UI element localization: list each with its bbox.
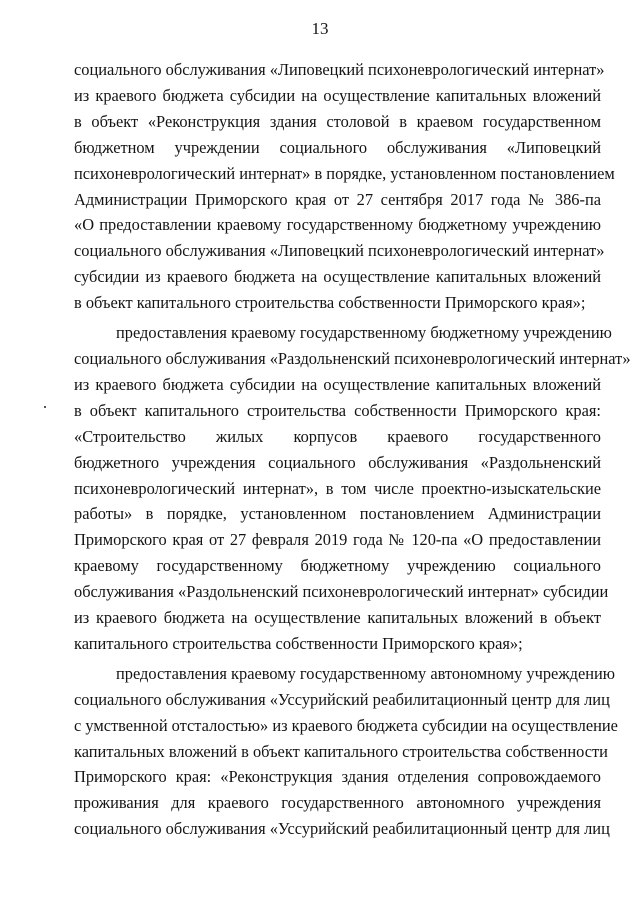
text-line: социального обслуживания «Раздольненский психоневрологический интернат» <box>74 348 631 368</box>
text-line: в объект капитального строительства собственности Приморского края: <box>74 400 601 420</box>
text-line: психоневрологический интернат», в том числе проектно-изыскательские <box>74 478 601 498</box>
text-line: капитального строительства собственности Приморского края»; <box>74 633 523 653</box>
text-line: из краевого бюджета субсидии на осуществление капитальных вложений <box>74 85 601 105</box>
text-line: «Строительство жилых корпусов краевого государственного <box>74 426 601 446</box>
paragraph-2 <box>74 320 631 657</box>
text-line: социального обслуживания «Липовецкий психоневрологический интернат» <box>74 241 605 261</box>
text-line: Приморского края от 27 февраля 2019 года № 120-па «О предоставлении <box>74 530 601 550</box>
text-line: в объект «Реконструкция здания столовой в краевом государственном <box>74 111 601 131</box>
text-line: краевому государственному бюджетному учреждению социального <box>74 556 601 576</box>
margin-mark <box>44 406 46 408</box>
text-line: психоневрологический интернат» в порядке, установленном постановлением <box>74 163 615 183</box>
text-line: социального обслуживания «Липовецкий психоневрологический интернат» <box>74 60 605 79</box>
text-line: капитальных вложений в объект капитального строительства собственности <box>74 741 608 761</box>
text-line: Приморского края: «Реконструкция здания отделения сопровождаемого <box>74 767 601 787</box>
text-line: «О предоставлении краевому государственному бюджетному учреждению <box>74 215 601 235</box>
text-line: из краевого бюджета на осуществление капитальных вложений в объект <box>74 608 601 628</box>
text-line: с умственной отсталостью» из краевого бюджета субсидии на осуществление <box>74 715 618 735</box>
page-number: 13 <box>311 19 329 38</box>
text-line: из краевого бюджета субсидии на осуществление капитальных вложений <box>74 374 601 394</box>
paragraph-1 <box>74 57 615 316</box>
text-line: Администрации Приморского края от 27 сентября 2017 года № 386-па <box>74 189 601 209</box>
text-line: в объект капитального строительства собственности Приморского края»; <box>74 293 586 313</box>
text-line: субсидии из краевого бюджета на осуществление капитальных вложений <box>74 267 601 287</box>
text-line: проживания для краевого государственного автономного учреждения <box>74 793 601 813</box>
text-line: бюджетного учреждения социального обслуживания «Раздольненский <box>74 452 601 472</box>
text-line: предоставления краевому государственному автономному учреждению <box>116 663 616 683</box>
text-line: социального обслуживания «Уссурийский реабилитационный центр для лиц <box>74 689 610 709</box>
text-line: предоставления краевому государственному бюджетному учреждению <box>116 323 612 343</box>
text-line: социального обслуживания «Уссурийский реабилитационный центр для лиц <box>74 819 610 839</box>
text-line: бюджетном учреждении социального обслуживания «Липовецкий <box>74 137 601 157</box>
paragraph-3 <box>74 661 618 842</box>
text-line: работы» в порядке, установленном постановлением Администрации <box>74 504 601 524</box>
document-body <box>74 57 631 842</box>
text-line: обслуживания «Раздольненский психоневрологический интернат» субсидии <box>74 582 609 602</box>
